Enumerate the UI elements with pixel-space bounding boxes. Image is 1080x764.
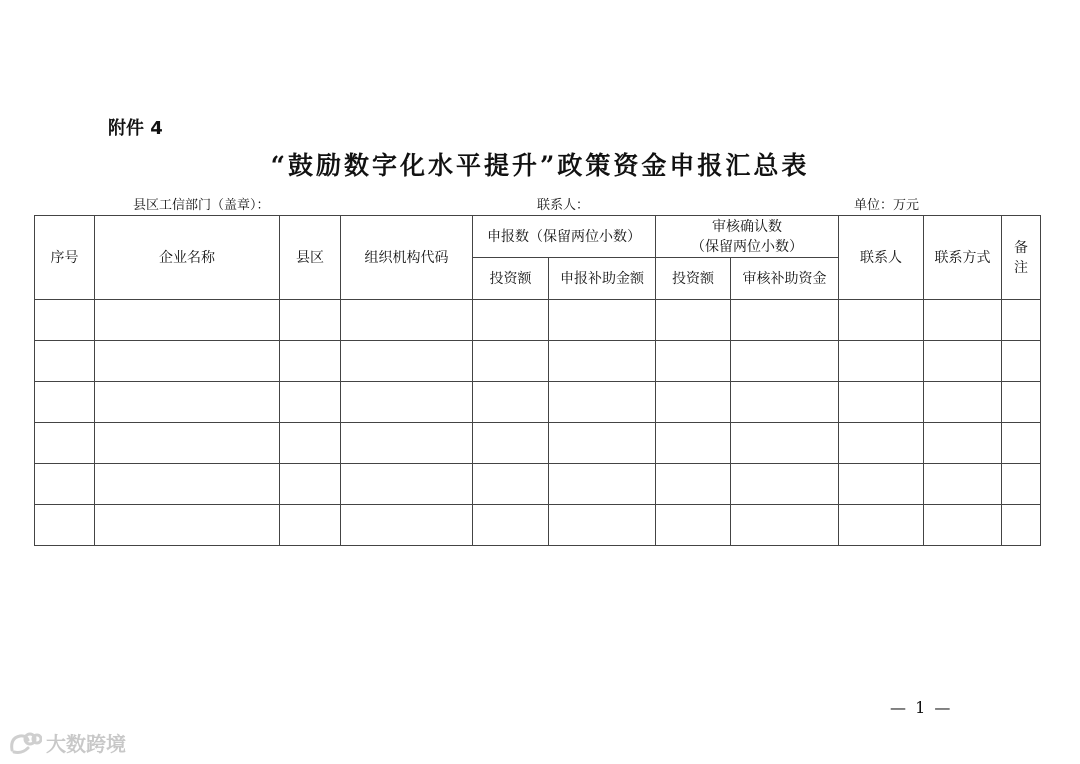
table-cell[interactable] [549,464,656,505]
header-declared-group: 申报数（保留两位小数） [473,216,656,258]
table-cell[interactable] [924,341,1002,382]
table-cell[interactable] [95,300,280,341]
table-cell[interactable] [731,300,839,341]
table-cell[interactable] [95,382,280,423]
header-contact-method: 联系方式 [924,216,1002,300]
header-review-group-line2: （保留两位小数） [691,238,803,255]
table-cell[interactable] [656,505,731,546]
table-cell[interactable] [473,300,549,341]
header-row [35,216,1041,258]
table-row [35,300,1041,341]
table-cell[interactable] [656,382,731,423]
attachment-label: 附件 4 [108,118,163,139]
table-cell[interactable] [656,464,731,505]
table-cell[interactable] [341,423,473,464]
table-row [35,382,1041,423]
table-cell[interactable] [924,464,1002,505]
unit-label: 单位：万元 [854,198,920,213]
table-cell[interactable] [839,382,924,423]
table-body [35,300,1041,546]
watermark-logo-icon [8,730,42,756]
table-cell[interactable] [731,341,839,382]
table-cell[interactable] [731,464,839,505]
table-row [35,423,1041,464]
header-review-subsidy: 审核补助资金 [731,258,839,300]
table-cell[interactable] [549,382,656,423]
header-review-group [656,216,839,258]
table-cell[interactable] [731,423,839,464]
table-cell[interactable] [924,300,1002,341]
page-number: — 1 — [890,698,953,717]
table-cell[interactable] [924,505,1002,546]
table-cell[interactable] [839,464,924,505]
header-declared-subsidy: 申报补助金额 [549,258,656,300]
table-cell[interactable] [280,505,341,546]
header-contact-person: 联系人 [839,216,924,300]
table-cell[interactable] [280,423,341,464]
header-remark-line1: 备 [1014,239,1028,256]
table-cell[interactable] [341,341,473,382]
table-cell[interactable] [656,423,731,464]
document-title: “鼓励数字化水平提升”政策资金申报汇总表 [270,151,810,180]
table-cell[interactable] [473,341,549,382]
table-cell[interactable] [341,464,473,505]
table-cell[interactable] [549,505,656,546]
table-cell[interactable] [35,382,95,423]
table-cell[interactable] [1002,300,1041,341]
header-remark [1002,216,1041,300]
header-declared-investment: 投资额 [473,258,549,300]
table-row [35,505,1041,546]
table-cell[interactable] [95,341,280,382]
header-company: 企业名称 [95,216,280,300]
table-cell[interactable] [95,505,280,546]
table-cell[interactable] [731,505,839,546]
table-cell[interactable] [1002,423,1041,464]
summary-table [34,215,1041,546]
table-cell[interactable] [924,423,1002,464]
contact-field: 联系人： [537,198,590,213]
table-cell[interactable] [1002,382,1041,423]
table-cell[interactable] [95,423,280,464]
table-cell[interactable] [473,505,549,546]
table-cell[interactable] [341,382,473,423]
table-cell[interactable] [35,505,95,546]
table-cell[interactable] [839,341,924,382]
watermark-text: 大数跨境 [46,732,126,756]
table-cell[interactable] [473,464,549,505]
table-row [35,464,1041,505]
table-row [35,341,1041,382]
department-field: 县区工信部门（盖章）： [133,198,270,213]
table-cell[interactable] [731,382,839,423]
table-cell[interactable] [35,300,95,341]
header-review-group-line1: 审核确认数 [712,218,782,235]
table-cell[interactable] [341,505,473,546]
table-cell[interactable] [549,341,656,382]
table-cell[interactable] [473,423,549,464]
table-cell[interactable] [839,300,924,341]
table-cell[interactable] [549,423,656,464]
table-cell[interactable] [1002,464,1041,505]
watermark [8,728,126,757]
table-cell[interactable] [280,300,341,341]
header-county: 县区 [280,216,341,300]
header-seq: 序号 [35,216,95,300]
table-cell[interactable] [656,341,731,382]
table-cell[interactable] [35,423,95,464]
table-cell[interactable] [280,341,341,382]
table-cell[interactable] [656,300,731,341]
table-cell[interactable] [1002,341,1041,382]
table-cell[interactable] [35,341,95,382]
table-cell[interactable] [839,505,924,546]
table-cell[interactable] [924,382,1002,423]
header-remark-line2: 注 [1014,259,1028,276]
header-org-code: 组织机构代码 [341,216,473,300]
table-cell[interactable] [473,382,549,423]
table-cell[interactable] [280,464,341,505]
table-cell[interactable] [95,464,280,505]
table-cell[interactable] [341,300,473,341]
table-cell[interactable] [280,382,341,423]
table-cell[interactable] [35,464,95,505]
table-cell[interactable] [549,300,656,341]
table-cell[interactable] [1002,505,1041,546]
header-review-investment: 投资额 [656,258,731,300]
table-cell[interactable] [839,423,924,464]
